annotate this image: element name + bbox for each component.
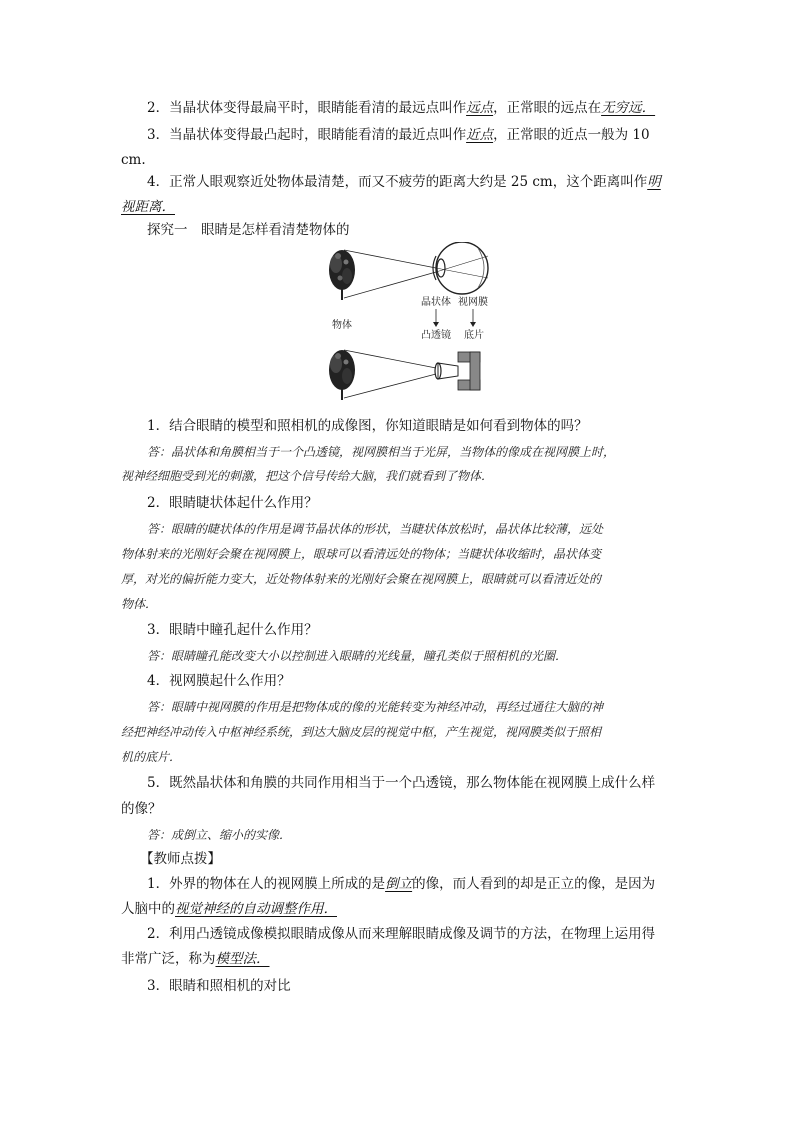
teacher-p3: 3．眼睛和照相机的对比 — [147, 978, 291, 994]
intro-p4: 4．正常人眼观察近处物体最清楚，而又不疲劳的距离大约是 25 cm，这个距离叫作明 — [147, 174, 661, 190]
answer-4-line-3: 机的底片． — [121, 750, 182, 764]
eye-model-icon — [433, 242, 488, 294]
question-1: 1．结合眼睛的模型和照相机的成像图，你知道眼睛是如何看到物体的吗？ — [147, 418, 588, 434]
question-5-line-2: 的像？ — [121, 801, 162, 817]
label-convex-lens: 凸透镜 — [421, 330, 451, 341]
label-object: 物体 — [332, 320, 352, 331]
teacher-p1-cont: 人脑中的视觉神经的自动调整作用． — [121, 901, 337, 917]
answer-1-line-1: 答：晶状体和角膜相当于一个凸透镜，视网膜相当于光屏，当物体的像成在视网膜上时， — [147, 445, 616, 459]
answer-infinity: 无穷远． — [601, 100, 656, 116]
answer-inverted: 倒立 — [385, 876, 413, 892]
intro-p4-cont — [121, 197, 175, 217]
teacher-p2-cont: 非常广泛，称为模型法． — [121, 951, 270, 967]
question-2: 2．眼睛睫状体起什么作用？ — [147, 495, 318, 511]
teacher-p1: 1．外界的物体在人的视网膜上所成的是倒立的像，而人看到的却是正立的像，是因为 — [147, 876, 656, 892]
answer-4-line-1: 答：眼睛中视网膜的作用是把物体成的像的光能转变为神经冲动，再经过通往大脑的神 — [147, 700, 604, 714]
question-3: 3．眼睛中瞳孔起什么作用？ — [147, 622, 318, 638]
label-film: 底片 — [464, 330, 484, 341]
question-4: 4．视网膜起什么作用？ — [147, 673, 291, 689]
tree-top-icon — [329, 250, 355, 300]
answer-5-line-1: 答：成倒立、缩小的实像． — [147, 828, 292, 842]
answer-1-line-2: 视神经细胞受到光的刺激，把这个信号传给大脑，我们就看到了物体． — [121, 469, 494, 483]
answer-clear-vision-1: 明 — [647, 174, 661, 190]
tree-bottom-icon — [329, 350, 355, 400]
label-retina: 视网膜 — [458, 297, 488, 308]
intro-p3: 3．当晶状体变得最凸起时，眼睛能看清的最近点叫作近点，正常眼的近点一般为 10 — [147, 127, 650, 143]
eye-camera-figure — [318, 242, 500, 404]
section1-title: 探究一 眼睛是怎样看清楚物体的 — [147, 222, 350, 238]
camera-model-icon — [435, 352, 480, 390]
answer-visual-nerve: 视觉神经的自动调整作用． — [175, 901, 337, 917]
teacher-p2: 2．利用凸透镜成像模拟眼睛成像从而来理解眼睛成像及调节的方法，在物理上运用得 — [147, 926, 656, 942]
answer-near-point: 近点 — [466, 127, 494, 143]
answer-2-line-3: 厚，对光的偏折能力变大，近处物体射来的光刚好会聚在视网膜上，眼睛就可以看清近处的 — [121, 572, 602, 586]
answer-2-line-1: 答：眼睛的睫状体的作用是调节晶状体的形状，当睫状体放松时，晶状体比较薄，远处 — [147, 522, 604, 536]
answer-model-method: 模型法． — [215, 951, 270, 967]
intro-p3-cont: cm. — [121, 152, 146, 168]
teacher-notes-title: 【教师点拨】 — [140, 851, 221, 867]
intro-p2: 2．当晶状体变得最扁平时，眼睛能看清的最远点叫作远点，正常眼的远点在无穷远． — [147, 100, 656, 116]
label-lens: 晶状体 — [421, 297, 451, 308]
answer-clear-vision-2: 视距离． — [121, 199, 175, 215]
answer-2-line-4: 物体． — [121, 597, 158, 611]
answer-far-point: 远点 — [466, 100, 494, 116]
answer-3-line-1: 答：眼睛瞳孔能改变大小以控制进入眼睛的光线量，瞳孔类似于照相机的光圈． — [147, 649, 568, 663]
question-5-line-1: 5．既然晶状体和角膜的共同作用相当于一个凸透镜，那么物体能在视网膜上成什么样 — [147, 775, 656, 791]
answer-2-line-2: 物体射来的光刚好会聚在视网膜上，眼球可以看清远处的物体；当睫状体收缩时，晶状体变 — [121, 547, 602, 561]
answer-4-line-2: 经把神经冲动传入中枢神经系统，到达大脑皮层的视觉中枢，产生视觉，视网膜类似于照相 — [121, 725, 602, 739]
